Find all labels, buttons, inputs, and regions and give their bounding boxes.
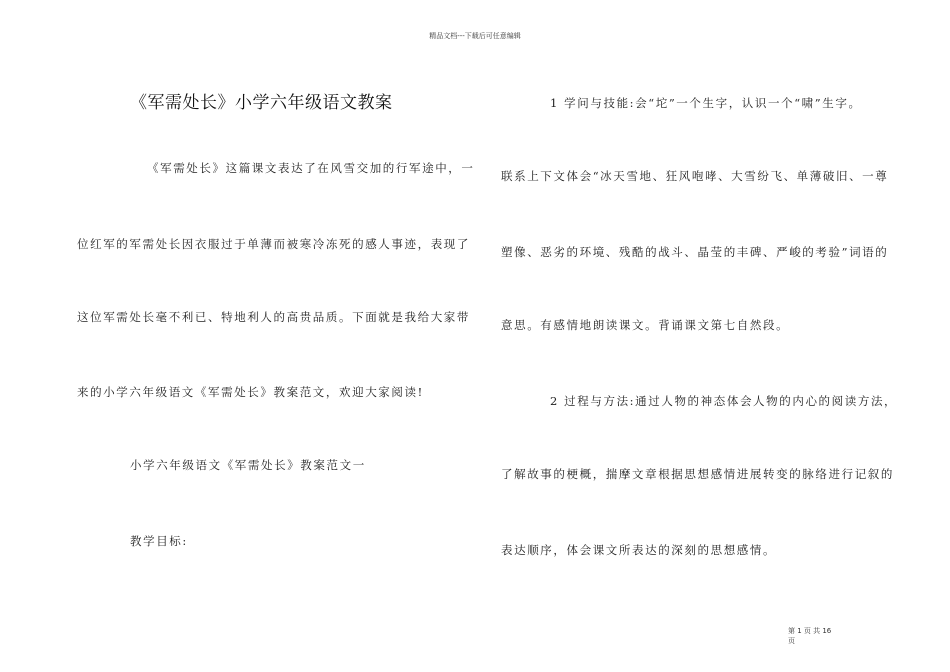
right-paragraph-line-1: 1 学问与技能:会“坨”一个生字，认识一个“啸”生字。 (550, 96, 862, 110)
right-paragraph-line-2: 联系上下文体会“冰天雪地、狂风咆哮、大雪纷飞、单薄破旧、一尊 (501, 169, 889, 183)
lesson-subheading: 小学六年级语文《军需处长》教案范文一 (130, 458, 366, 472)
page-number-line-2: 页 (788, 637, 795, 645)
right-paragraph-line-6: 了解故事的梗概，揣摩文章根据思想感情进展转变的脉络进行记叙的 (501, 467, 894, 481)
left-paragraph-line-4: 来的小学六年级语文《军需处长》教案范文，欢迎大家阅读! (77, 385, 424, 399)
right-paragraph-line-5: 2 过程与方法:通过人物的神态体会人物的内心的阅读方法， (550, 394, 898, 408)
page-header: 精品文档---下载后可任意编辑 (429, 32, 521, 40)
document-title: 《军需处长》小学六年级语文教案 (130, 93, 393, 113)
left-paragraph-line-3: 这位军需处长毫不利已、特地利人的高贵品质。下面就是我给大家带 (77, 310, 470, 324)
teaching-goals-label: 教学目标: (130, 534, 188, 548)
left-paragraph-line-1: 《军需处长》这篇课文表达了在风雪交加的行军途中，一 (147, 161, 475, 175)
right-paragraph-line-3: 塑像、恶劣的环境、残酷的战斗、晶莹的丰碑、严峻的考验”词语的 (501, 245, 889, 259)
right-paragraph-line-7: 表达顺序，体会课文所表达的深刻的思想感情。 (501, 543, 777, 557)
right-paragraph-line-4: 意思。有感情地朗读课文。背诵课文第七自然段。 (501, 318, 790, 332)
page-number (788, 626, 831, 646)
left-paragraph-line-2: 位红军的军需处长因衣服过于单薄而被寒冷冻死的感人事迹，表现了 (77, 237, 470, 251)
page-number-line-1: 第 1 页 共 16 (788, 627, 832, 635)
